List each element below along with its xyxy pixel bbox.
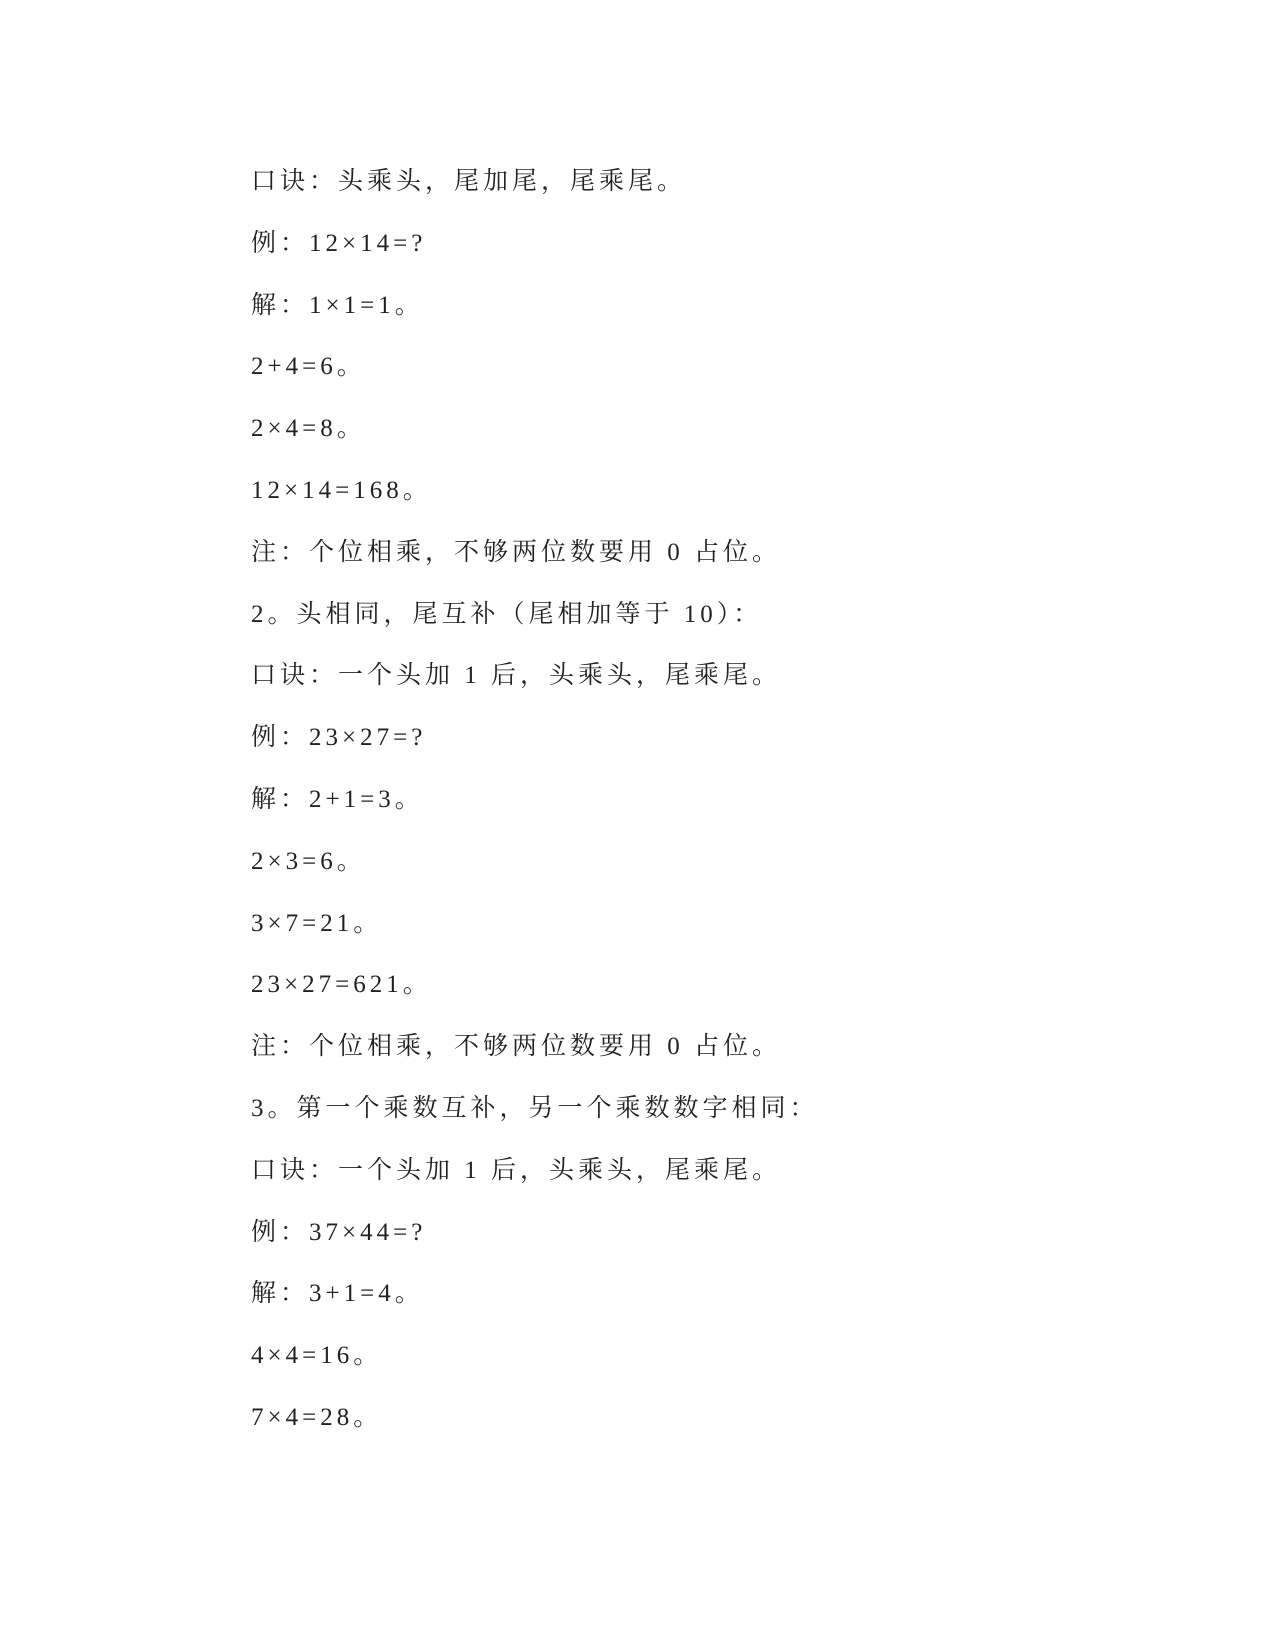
text-line: 例：23×27=? [251, 724, 427, 752]
text-line: 2+4=6。 [251, 353, 366, 381]
section-heading: 3。第一个乘数互补，另一个乘数数字相同： [251, 1094, 819, 1122]
text-line: 12×14=168。 [251, 476, 432, 504]
text-line: 例：12×14=? [251, 229, 427, 257]
text-line: 解：2+1=3。 [251, 785, 424, 813]
text-line: 3×7=21。 [251, 909, 383, 937]
text-line: 4×4=16。 [251, 1342, 383, 1370]
text-line: 例：37×44=? [251, 1218, 427, 1246]
text-line: 口诀：头乘头，尾加尾，尾乘尾。 [251, 168, 687, 195]
text-line: 口诀：一个头加 1 后，头乘头，尾乘尾。 [251, 662, 782, 690]
document-body [251, 160, 1071, 1458]
text-line: 解：3+1=4。 [251, 1280, 424, 1308]
text-line: 口诀：一个头加 1 后，头乘头，尾乘尾。 [251, 1156, 782, 1184]
text-line: 注：个位相乘，不够两位数要用 0 占位。 [251, 1033, 782, 1061]
text-line: 解：1×1=1。 [251, 291, 424, 319]
text-line: 23×27=621。 [251, 971, 432, 999]
text-line: 7×4=28。 [251, 1403, 383, 1431]
text-line: 2×3=6。 [251, 847, 366, 875]
text-line: 注：个位相乘，不够两位数要用 0 占位。 [251, 538, 782, 566]
text-line: 2×4=8。 [251, 415, 366, 443]
section-heading: 2。头相同，尾互补（尾相加等于 10）： [251, 600, 763, 628]
